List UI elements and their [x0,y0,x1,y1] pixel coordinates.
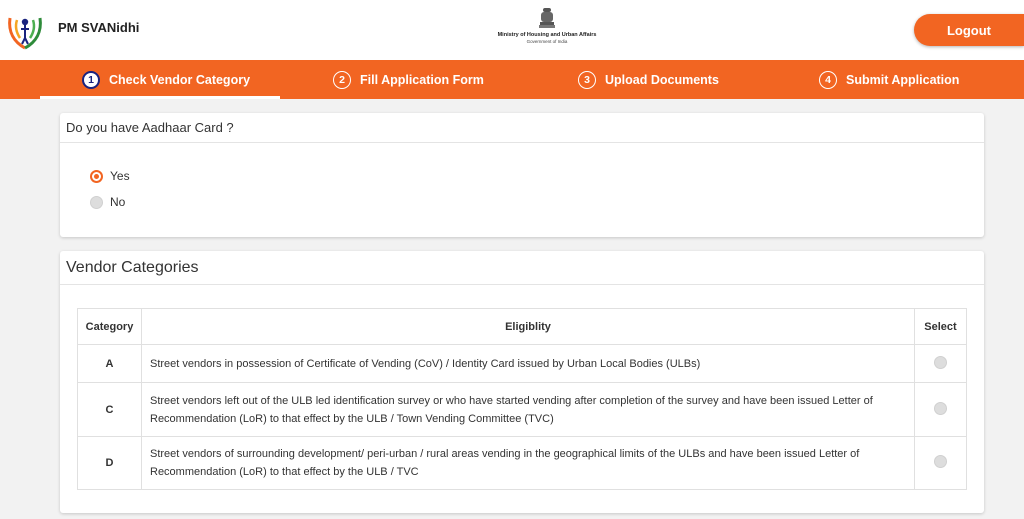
category-cell: A [78,345,142,383]
vendor-categories-card [60,251,984,513]
eligibility-cell: Street vendors of surrounding development/ peri-urban / rural areas vending in the geographical limits of the ULBs and have been issued Letter of Recommendation (LoR) to that effect by the ULB / TVC [142,437,915,490]
step-check-vendor-category[interactable] [82,60,250,99]
column-header-eligibility: Eligiblity [142,309,915,345]
step-progress-bar [0,60,1024,99]
step-label: Check Vendor Category [109,72,251,87]
aadhaar-yes-option[interactable] [90,169,130,183]
step-number: 3 [578,71,596,89]
app-title: PM SVANidhi [58,20,140,35]
eligibility-cell: Street vendors in possession of Certificate of Vending (CoV) / Identity Card issued by Urban Local Bodies (ULBs) [142,345,915,383]
vendor-categories-title: Vendor Categories [66,259,199,276]
select-cell [915,345,967,383]
step-label: Upload Documents [605,72,719,87]
table-row [78,345,967,383]
active-step-indicator [40,96,280,99]
vendor-categories-table [77,308,967,490]
table-row [78,383,967,437]
aadhaar-no-option[interactable] [90,195,125,209]
pm-svanidhi-logo-icon [4,8,46,52]
aadhaar-yes-radio[interactable] [90,170,103,183]
category-cell: C [78,383,142,437]
select-cell [915,383,967,437]
step-upload-documents[interactable] [578,60,719,99]
logout-button[interactable]: Logout [914,14,1024,46]
step-label: Fill Application Form [360,72,484,87]
divider [60,142,984,143]
aadhaar-yes-label: Yes [110,169,130,183]
step-number: 1 [82,71,100,89]
column-header-category: Category [78,309,142,345]
ministry-name: Ministry of Housing and Urban Affairs [497,32,597,38]
select-category-c-radio[interactable] [934,402,947,415]
select-category-a-radio[interactable] [934,356,947,369]
aadhaar-question: Do you have Aadhaar Card ? [66,120,234,135]
state-emblem-icon [538,6,556,30]
eligibility-cell: Street vendors left out of the ULB led identification survey or who have started vending after completion of the survey and have been issued Letter of Recommendation (LoR) to that effect by the ULB / Town Vending Committee (TVC) [142,383,915,437]
step-number: 4 [819,71,837,89]
table-row [78,437,967,490]
select-cell [915,437,967,490]
column-header-select: Select [915,309,967,345]
header [0,0,1024,60]
step-number: 2 [333,71,351,89]
government-name: Government of India [526,39,568,44]
step-submit-application[interactable] [819,60,959,99]
table-header-row [78,309,967,345]
ministry-emblem [492,6,602,44]
aadhaar-no-label: No [110,195,126,209]
step-fill-application-form[interactable] [333,60,484,99]
aadhaar-no-radio[interactable] [90,196,103,209]
category-cell: D [78,437,142,490]
select-category-d-radio[interactable] [934,455,947,468]
divider [60,284,984,285]
aadhaar-question-card [60,113,984,237]
step-label: Submit Application [846,72,960,87]
